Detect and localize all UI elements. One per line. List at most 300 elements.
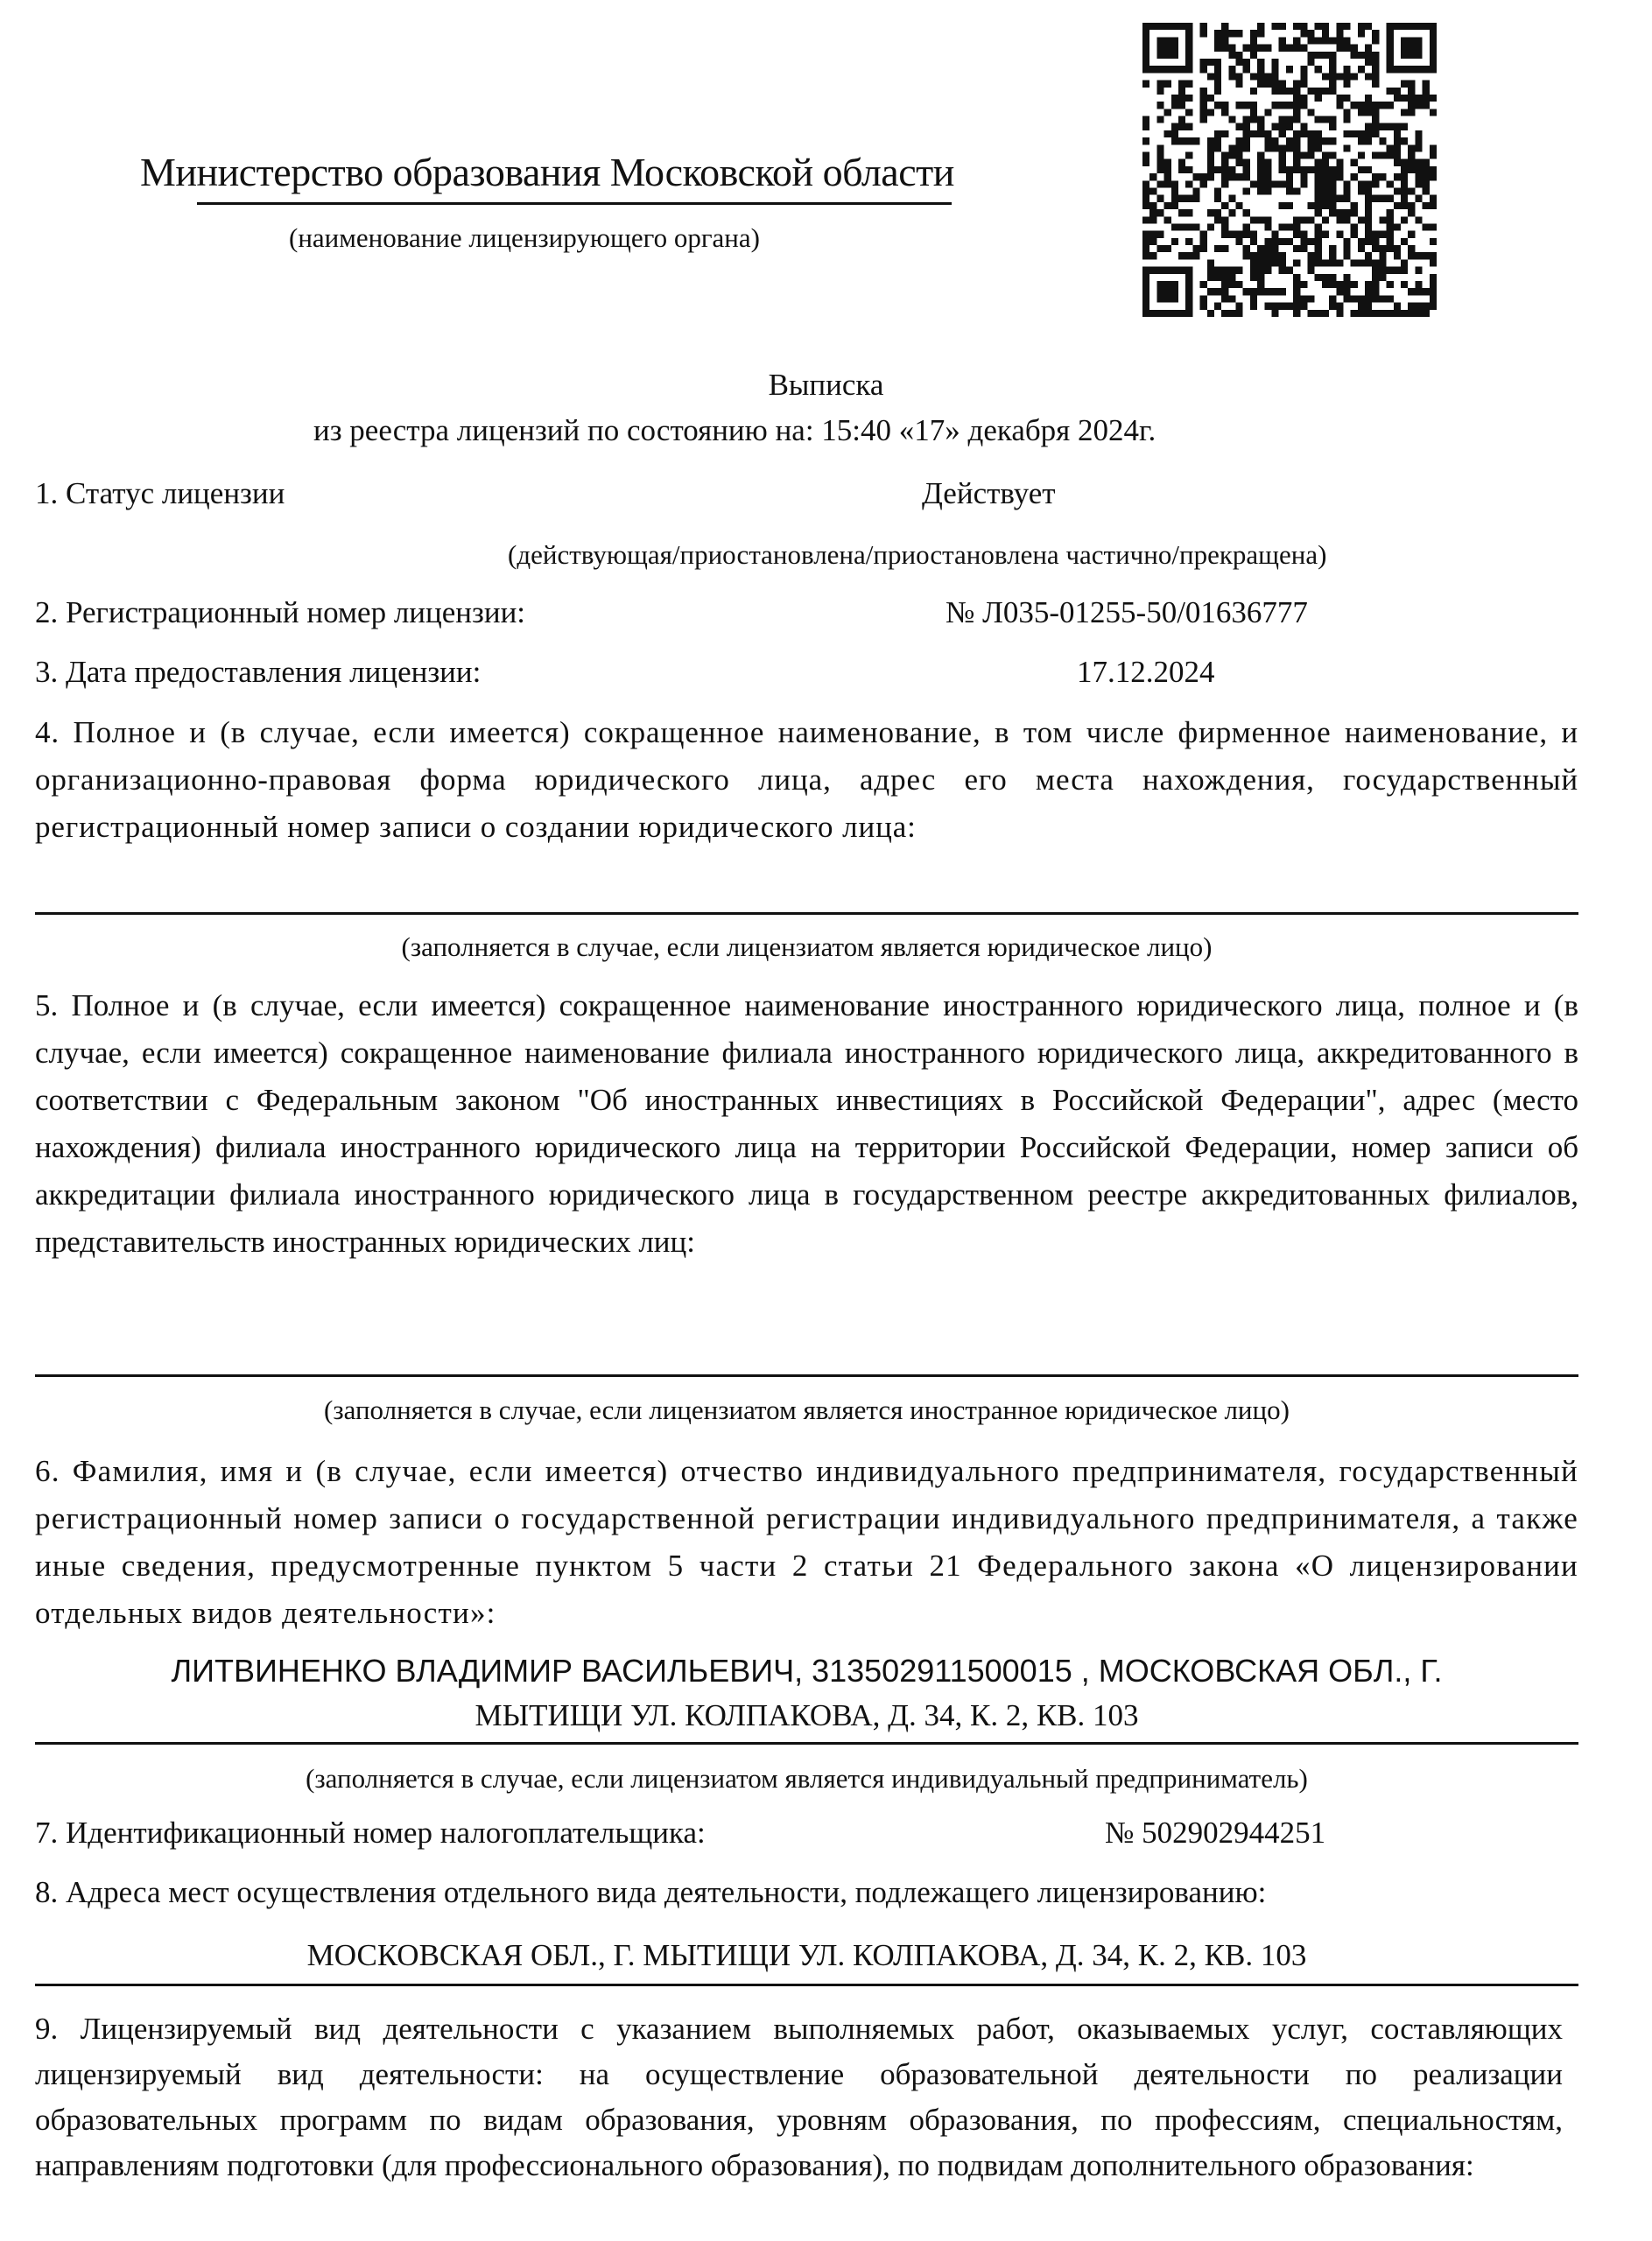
qr-module [1142, 245, 1149, 252]
qr-module [1315, 252, 1322, 259]
qr-module [1372, 173, 1379, 180]
qr-module [1200, 295, 1207, 302]
qr-module [1293, 137, 1300, 144]
qr-module [1300, 123, 1307, 130]
activity-address-value: МОСКОВСКАЯ ОБЛ., Г. МЫТИЩИ УЛ. КОЛПАКОВА, Д. 34, К. 2, КВ. 103 [306, 1938, 1307, 1972]
qr-module [1408, 152, 1415, 159]
qr-module [1236, 303, 1243, 310]
qr-module [1300, 303, 1307, 310]
qr-module [1372, 288, 1379, 295]
qr-module [1257, 30, 1264, 37]
qr-module [1250, 303, 1257, 310]
qr-module [1142, 195, 1149, 202]
qr-module [1430, 45, 1437, 52]
qr-module [1142, 123, 1149, 130]
qr-module [1171, 45, 1178, 52]
qr-module [1214, 81, 1221, 88]
qr-module [1322, 88, 1329, 95]
qr-module [1164, 45, 1171, 52]
qr-module [1142, 187, 1149, 194]
qr-module [1372, 102, 1379, 109]
qr-module [1358, 295, 1365, 302]
qr-module [1358, 137, 1365, 144]
qr-module [1430, 195, 1437, 202]
qr-module [1401, 45, 1408, 52]
qr-module [1171, 95, 1178, 102]
qr-module [1264, 303, 1271, 310]
qr-module [1307, 137, 1314, 144]
qr-module [1207, 73, 1214, 80]
qr-module [1372, 37, 1379, 44]
qr-module [1322, 159, 1329, 166]
qr-module [1300, 81, 1307, 88]
qr-module [1236, 30, 1243, 37]
qr-module [1372, 238, 1379, 245]
qr-module [1286, 173, 1293, 180]
qr-module [1336, 209, 1343, 216]
qr-module [1257, 187, 1264, 194]
qr-module [1358, 216, 1365, 223]
qr-module [1329, 245, 1336, 252]
qr-module [1228, 52, 1235, 59]
qr-module [1351, 223, 1358, 230]
qr-module [1430, 30, 1437, 37]
qr-module [1372, 245, 1379, 252]
qr-module [1343, 187, 1350, 194]
qr-module [1185, 66, 1192, 73]
qr-module [1178, 116, 1185, 123]
qr-module [1207, 152, 1214, 159]
qr-module [1315, 159, 1322, 166]
qr-module [1243, 59, 1250, 66]
qr-module [1415, 310, 1422, 317]
qr-module [1329, 66, 1336, 73]
qr-module [1185, 137, 1192, 144]
qr-module [1243, 223, 1250, 230]
qr-module [1322, 30, 1329, 37]
qr-module [1300, 102, 1307, 109]
qr-module [1293, 45, 1300, 52]
qr-module [1149, 231, 1156, 238]
qr-module [1264, 238, 1271, 245]
qr-module [1214, 37, 1221, 44]
qr-module [1394, 88, 1401, 95]
qr-module [1272, 238, 1279, 245]
qr-module [1300, 45, 1307, 52]
qr-module [1307, 295, 1314, 302]
qr-module [1379, 274, 1386, 281]
qr-module [1423, 81, 1430, 88]
qr-module [1214, 216, 1221, 223]
qr-module [1372, 30, 1379, 37]
qr-module [1351, 310, 1358, 317]
qr-module [1142, 202, 1149, 209]
qr-module [1358, 130, 1365, 137]
qr-module [1351, 202, 1358, 209]
qr-module [1221, 223, 1228, 230]
qr-module [1307, 37, 1314, 44]
qr-module [1379, 123, 1386, 130]
foreign-entity-caption: (заполняется в случае, если лицензиатом является иностранное юридическое лицо) [324, 1394, 1290, 1425]
qr-module [1164, 159, 1171, 166]
qr-module [1228, 116, 1235, 123]
qr-module [1286, 166, 1293, 173]
qr-module [1164, 295, 1171, 302]
qr-module [1279, 166, 1286, 173]
issue-date-value: 17.12.2024 [1077, 655, 1215, 689]
qr-module [1315, 231, 1322, 238]
qr-module [1343, 130, 1350, 137]
qr-module [1423, 187, 1430, 194]
qr-module [1336, 216, 1343, 223]
qr-module [1286, 123, 1293, 130]
qr-module [1279, 259, 1286, 266]
qr-module [1423, 66, 1430, 73]
qr-module [1401, 109, 1408, 116]
qr-module [1164, 37, 1171, 44]
qr-module [1250, 231, 1257, 238]
qr-module [1164, 202, 1171, 209]
qr-module [1300, 73, 1307, 80]
qr-module [1171, 195, 1178, 202]
qr-module [1300, 216, 1307, 223]
qr-module [1214, 144, 1221, 151]
qr-module [1358, 303, 1365, 310]
qr-module [1250, 37, 1257, 44]
qr-module [1243, 252, 1250, 259]
qr-module [1243, 231, 1250, 238]
qr-module [1171, 288, 1178, 295]
qr-module [1243, 159, 1250, 166]
qr-module [1214, 166, 1221, 173]
qr-module [1264, 130, 1271, 137]
qr-module [1408, 202, 1415, 209]
qr-module [1351, 259, 1358, 266]
qr-module [1394, 123, 1401, 130]
qr-module [1221, 109, 1228, 116]
qr-module [1408, 23, 1415, 30]
qr-module [1394, 152, 1401, 159]
qr-module [1394, 303, 1401, 310]
qr-module [1228, 295, 1235, 302]
qr-module [1329, 173, 1336, 180]
qr-module [1221, 37, 1228, 44]
qr-module [1293, 95, 1300, 102]
qr-module [1401, 195, 1408, 202]
qr-module [1387, 45, 1394, 52]
qr-module [1293, 310, 1300, 317]
qr-module [1228, 274, 1235, 281]
qr-module [1250, 180, 1257, 187]
qr-module [1192, 137, 1199, 144]
document-title: Выписка [768, 368, 884, 402]
qr-module [1415, 66, 1422, 73]
qr-module [1286, 238, 1293, 245]
qr-module [1221, 180, 1228, 187]
qr-module [1300, 295, 1307, 302]
qr-module [1236, 73, 1243, 80]
qr-module [1257, 116, 1264, 123]
qr-module [1279, 37, 1286, 44]
qr-module [1293, 288, 1300, 295]
qr-module [1257, 45, 1264, 52]
qr-module [1387, 152, 1394, 159]
qr-module [1307, 109, 1314, 116]
qr-module [1372, 267, 1379, 274]
qr-module [1329, 195, 1336, 202]
qr-module [1200, 238, 1207, 245]
qr-module [1200, 102, 1207, 109]
qr-module [1300, 66, 1307, 73]
qr-module [1329, 166, 1336, 173]
qr-module [1243, 187, 1250, 194]
qr-module [1322, 166, 1329, 173]
qr-code [1142, 23, 1437, 317]
qr-module [1430, 109, 1437, 116]
qr-module [1156, 45, 1163, 52]
qr-module [1178, 137, 1185, 144]
qr-module [1214, 137, 1221, 144]
qr-module [1329, 88, 1336, 95]
qr-module [1329, 37, 1336, 44]
qr-module [1423, 159, 1430, 166]
qr-module [1315, 95, 1322, 102]
qr-module [1221, 274, 1228, 281]
qr-module [1200, 23, 1207, 30]
qr-module [1214, 187, 1221, 194]
qr-module [1286, 45, 1293, 52]
qr-module [1336, 195, 1343, 202]
qr-module [1423, 223, 1430, 230]
qr-module [1379, 310, 1386, 317]
qr-module [1264, 137, 1271, 144]
qr-module [1149, 23, 1156, 30]
qr-module [1372, 231, 1379, 238]
qr-module [1315, 173, 1322, 180]
qr-module [1236, 281, 1243, 288]
qr-module [1250, 274, 1257, 281]
qr-module [1430, 23, 1437, 30]
qr-module [1243, 130, 1250, 137]
qr-module [1272, 288, 1279, 295]
qr-module [1264, 187, 1271, 194]
status-label: 1. Статус лицензии [35, 476, 285, 510]
entrepreneur-value-line2: МЫТИЩИ УЛ. КОЛПАКОВА, Д. 34, К. 2, КВ. 103 [475, 1698, 1139, 1732]
qr-module [1236, 123, 1243, 130]
qr-module [1156, 267, 1163, 274]
qr-module [1315, 66, 1322, 73]
qr-module [1214, 88, 1221, 95]
qr-module [1142, 274, 1149, 281]
qr-module [1394, 202, 1401, 209]
entrepreneur-paragraph: 6. Фамилия, имя и (в случае, если имеется) отчество индивидуального предпринимателя, государственный регистрационный номер записи о государственной регистрации индивидуального предпринимателя, а также иные сведения, предусмотренные пунктом 5 части 2 статьи 21 Федерального закона «О лицензировании отдельных видов деятельности»: [35, 1454, 1578, 1630]
qr-module [1430, 52, 1437, 59]
qr-module [1178, 23, 1185, 30]
qr-module [1293, 295, 1300, 302]
qr-module [1228, 144, 1235, 151]
qr-module [1307, 59, 1314, 66]
qr-module [1293, 144, 1300, 151]
qr-module [1243, 144, 1250, 151]
qr-module [1221, 30, 1228, 37]
qr-module [1279, 152, 1286, 159]
qr-module [1351, 45, 1358, 52]
qr-module [1264, 144, 1271, 151]
qr-module [1329, 274, 1336, 281]
qr-module [1149, 173, 1156, 180]
qr-module [1142, 66, 1149, 73]
qr-module [1200, 30, 1207, 37]
status-value: Действует [922, 476, 1056, 510]
qr-module [1293, 274, 1300, 281]
qr-module [1149, 238, 1156, 245]
qr-module [1315, 310, 1322, 317]
qr-module [1415, 267, 1422, 274]
qr-module [1408, 252, 1415, 259]
qr-module [1365, 102, 1372, 109]
qr-module [1358, 66, 1365, 73]
qr-module [1415, 102, 1422, 109]
qr-module [1343, 66, 1350, 73]
qr-module [1372, 123, 1379, 130]
qr-module [1372, 130, 1379, 137]
qr-module [1221, 202, 1228, 209]
qr-module [1250, 130, 1257, 137]
qr-module [1279, 267, 1286, 274]
qr-module [1329, 187, 1336, 194]
qr-module [1387, 66, 1394, 73]
activity-address-fill-line [35, 1984, 1578, 1986]
qr-module [1394, 144, 1401, 151]
qr-module [1214, 45, 1221, 52]
qr-module [1343, 295, 1350, 302]
qr-module [1300, 130, 1307, 137]
qr-module [1322, 216, 1329, 223]
qr-module [1185, 23, 1192, 30]
qr-module [1207, 95, 1214, 102]
qr-module [1365, 310, 1372, 317]
qr-module [1336, 303, 1343, 310]
qr-module [1142, 281, 1149, 288]
qr-module [1142, 152, 1149, 159]
qr-module [1250, 109, 1257, 116]
qr-module [1214, 288, 1221, 295]
qr-module [1379, 259, 1386, 266]
qr-module [1221, 45, 1228, 52]
qr-module [1372, 109, 1379, 116]
qr-module [1365, 59, 1372, 66]
qr-module [1415, 281, 1422, 288]
qr-module [1423, 202, 1430, 209]
qr-module [1257, 252, 1264, 259]
qr-module [1343, 73, 1350, 80]
qr-module [1401, 52, 1408, 59]
qr-module [1401, 66, 1408, 73]
qr-module [1394, 130, 1401, 137]
qr-module [1207, 173, 1214, 180]
qr-module [1351, 130, 1358, 137]
qr-module [1214, 102, 1221, 109]
qr-module [1156, 37, 1163, 44]
qr-module [1408, 37, 1415, 44]
qr-module [1243, 166, 1250, 173]
qr-module [1379, 252, 1386, 259]
qr-module [1264, 73, 1271, 80]
qr-module [1156, 310, 1163, 317]
qr-module [1264, 45, 1271, 52]
qr-module [1142, 52, 1149, 59]
qr-module [1408, 231, 1415, 238]
qr-module [1156, 152, 1163, 159]
qr-module [1257, 245, 1264, 252]
qr-module [1185, 30, 1192, 37]
qr-module [1329, 123, 1336, 130]
qr-module [1250, 238, 1257, 245]
qr-module [1272, 259, 1279, 266]
qr-module [1142, 180, 1149, 187]
qr-module [1171, 267, 1178, 274]
qr-module [1358, 109, 1365, 116]
qr-module [1185, 303, 1192, 310]
qr-module [1315, 209, 1322, 216]
qr-module [1336, 231, 1343, 238]
qr-module [1430, 288, 1437, 295]
qr-module [1343, 245, 1350, 252]
qr-module [1415, 195, 1422, 202]
qr-module [1178, 159, 1185, 166]
qr-module [1149, 202, 1156, 209]
qr-module [1257, 281, 1264, 288]
qr-module [1236, 144, 1243, 151]
qr-module [1164, 23, 1171, 30]
qr-module [1365, 195, 1372, 202]
qr-module [1401, 37, 1408, 44]
qr-module [1185, 310, 1192, 317]
qr-module [1415, 137, 1422, 144]
qr-module [1394, 95, 1401, 102]
qr-module [1236, 231, 1243, 238]
qr-module [1228, 281, 1235, 288]
qr-module [1329, 59, 1336, 66]
qr-module [1286, 137, 1293, 144]
qr-module [1279, 288, 1286, 295]
qr-module [1315, 180, 1322, 187]
qr-module [1387, 123, 1394, 130]
qr-module [1307, 144, 1314, 151]
qr-module [1149, 267, 1156, 274]
qr-module [1351, 73, 1358, 80]
qr-module [1293, 130, 1300, 137]
qr-module [1264, 288, 1271, 295]
qr-module [1207, 159, 1214, 166]
qr-module [1272, 123, 1279, 130]
qr-module [1279, 252, 1286, 259]
qr-module [1430, 281, 1437, 288]
qr-module [1272, 137, 1279, 144]
qr-module [1372, 259, 1379, 266]
qr-module [1221, 245, 1228, 252]
qr-module [1300, 30, 1307, 37]
qr-module [1322, 310, 1329, 317]
qr-module [1343, 281, 1350, 288]
qr-module [1192, 252, 1199, 259]
qr-module [1430, 223, 1437, 230]
qr-module [1171, 66, 1178, 73]
qr-module [1307, 130, 1314, 137]
qr-module [1329, 281, 1336, 288]
qr-module [1379, 173, 1386, 180]
qr-module [1315, 259, 1322, 266]
